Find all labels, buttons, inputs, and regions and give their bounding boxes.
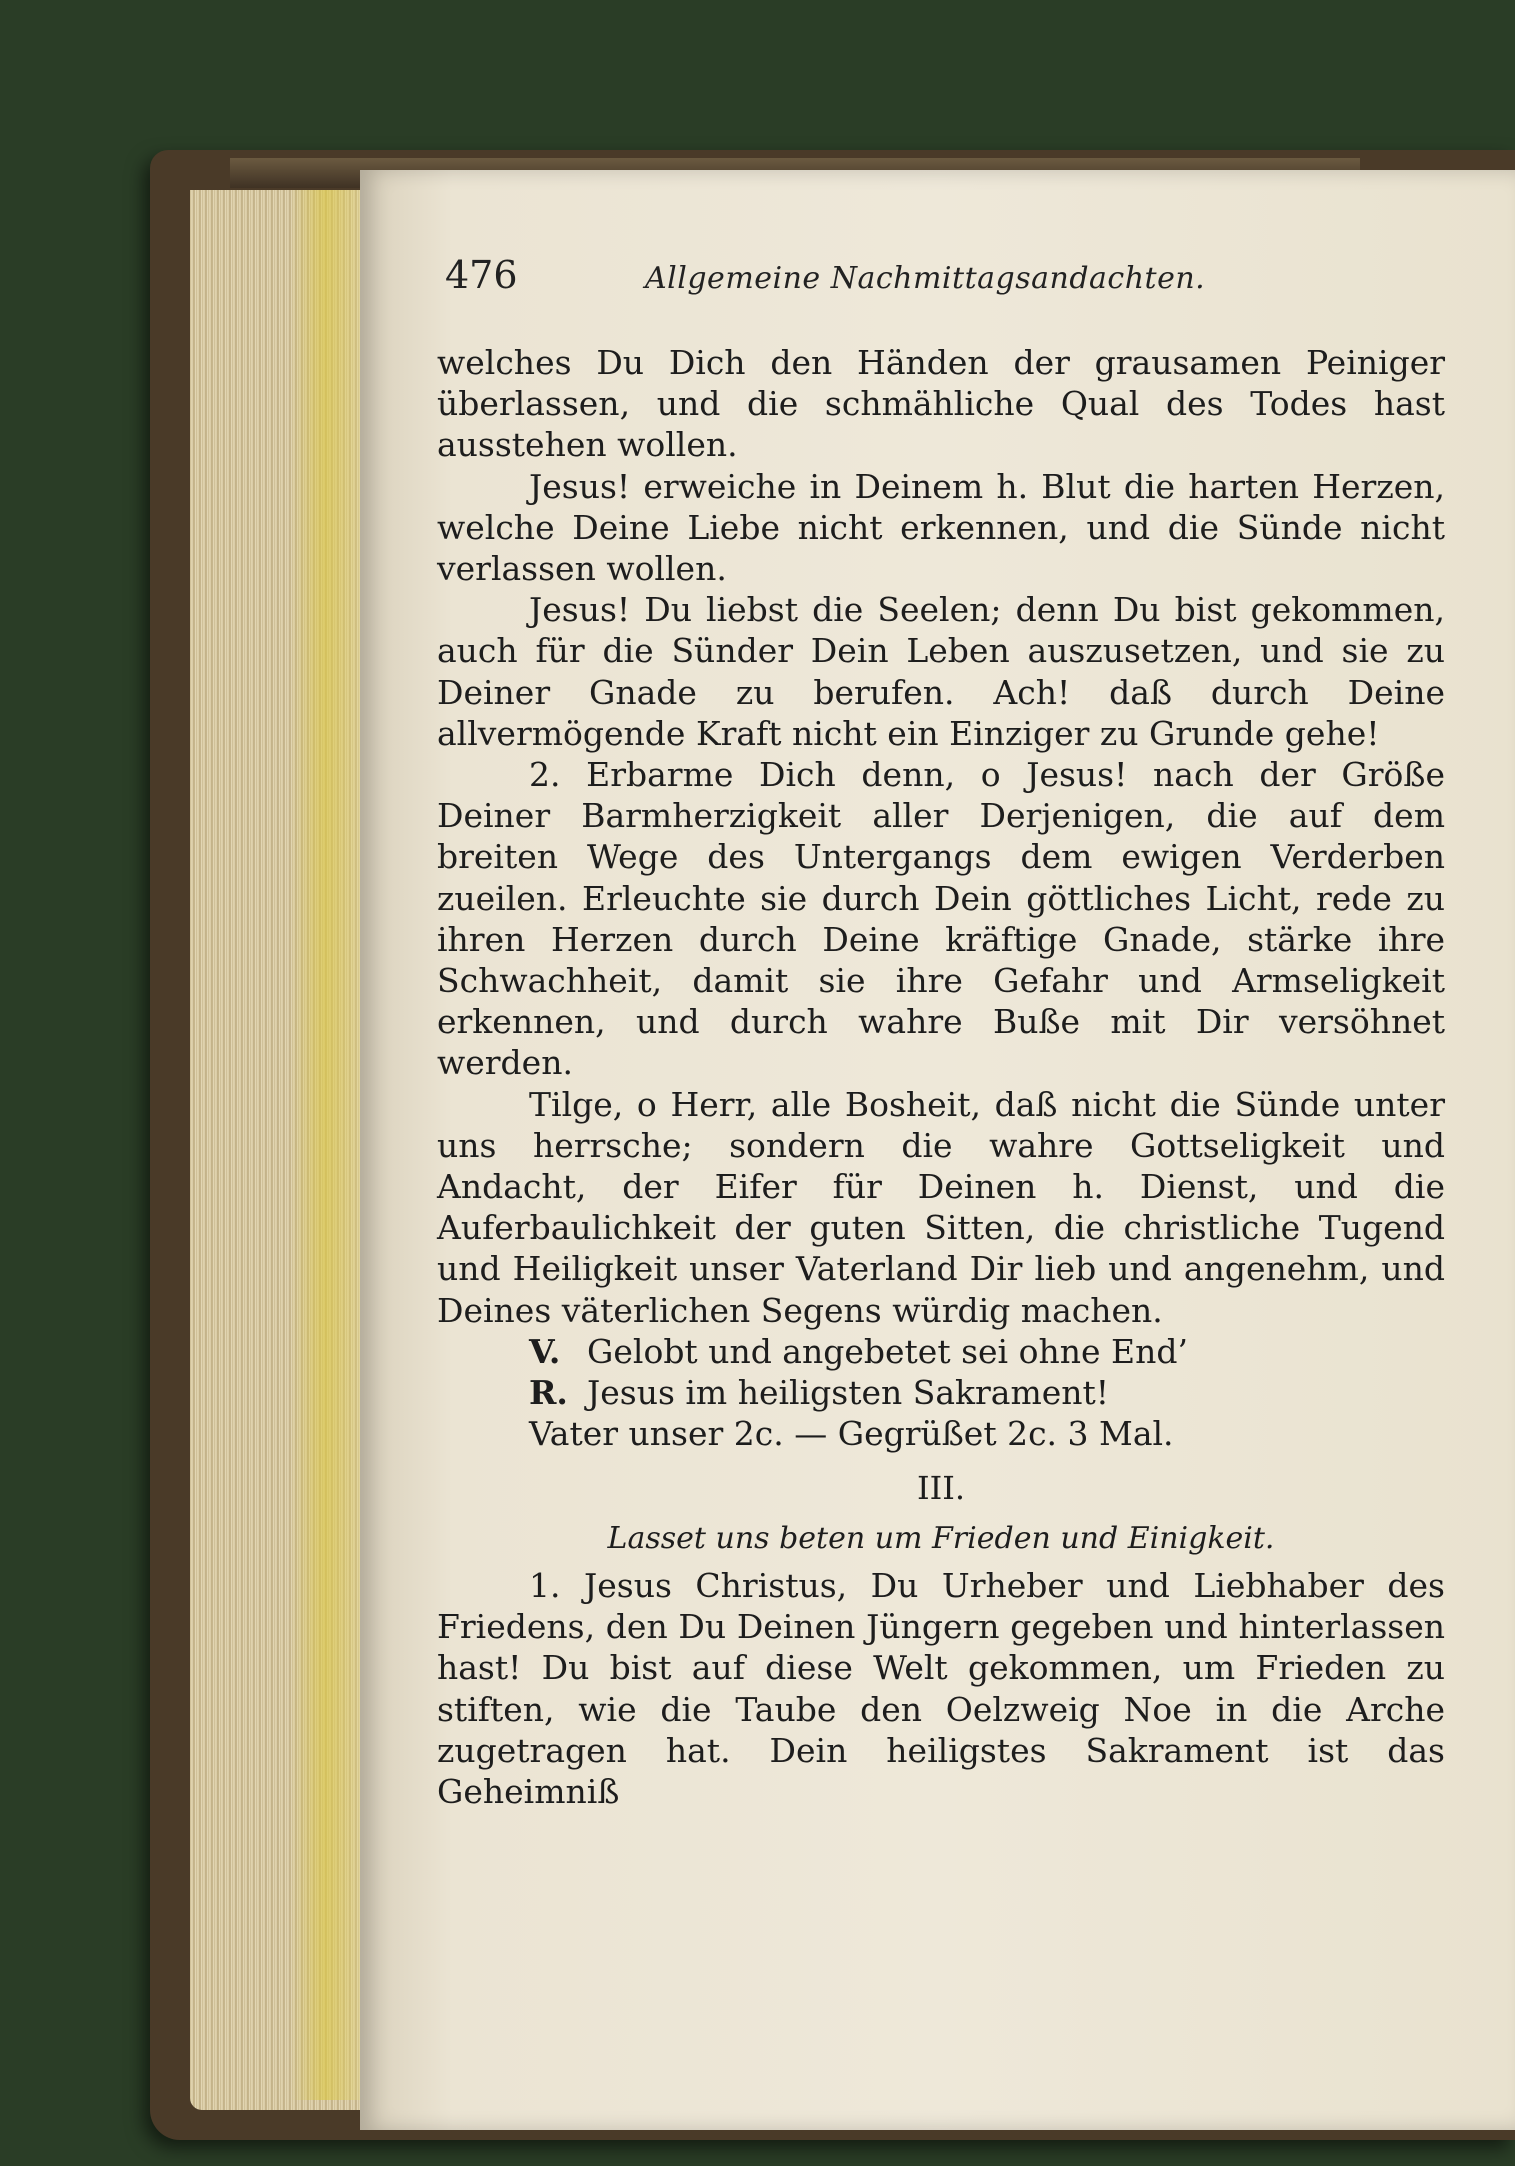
gilt-edge <box>290 190 360 2100</box>
response-symbol: R. <box>529 1373 568 1413</box>
section-title: Lasset uns beten um Frieden und Einigkeit. <box>607 1520 1275 1556</box>
paragraph: Tilge, o Herr, alle Bosheit, daß nicht die Sünde unter uns herrsche; sondern die wahre Gottseligkeit und Andacht, der Eifer für Deinen h. Dienst, und die Auferbaulichkeit der guten Sitten, die christliche Tugend und Heiligkeit unser Vaterland Dir lieb und angenehm, und Deines väterlichen Segens würdig machen. <box>437 1084 1445 1330</box>
prayer-line: Vater unser 2c. — Gegrüßet 2c. 3 Mal. <box>529 1414 1174 1454</box>
page-body <box>437 342 1445 1812</box>
versicle-symbol: V. <box>529 1331 561 1371</box>
versicle-text: Gelobt und angebetet sei ohne End’ <box>587 1331 1188 1371</box>
response-text: Jesus im heiligsten Sakrament! <box>587 1373 1110 1413</box>
paragraph: welches Du Dich den Händen der grausamen Peiniger überlassen, und die schmähliche Qual des Todes hast ausstehen wollen. <box>437 343 1445 465</box>
running-head: Allgemeine Nachmittagsandachten. <box>645 261 1206 296</box>
paragraph: 1. Jesus Christus, Du Urheber und Liebhaber des Friedens, den Du Deinen Jüngern gegeben und hinterlassen hast! Du bist auf diese Welt gekommen, um Frieden zu stiften, wie die Taube den Oelzweig Noe in die Arche zugetragen hat. Dein heiligstes Sakrament ist das Geheimniß <box>437 1565 1445 1811</box>
response-line <box>437 1372 1445 1413</box>
versicle-line <box>437 1331 1445 1372</box>
page-header <box>445 253 1445 303</box>
paragraph: Jesus! Du liebst die Seelen; denn Du bist gekommen, auch für die Sünder Dein Leben auszusetzen, und sie zu Deiner Gnade zu berufen. Ach! daß durch Deine allvermögende Kraft nicht ein Einziger zu Grunde gehe! <box>437 590 1445 753</box>
paragraph: Jesus! erweiche in Deinem h. Blut die harten Herzen, welche Deine Liebe nicht erkennen, und die Sünde nicht verlassen wollen. <box>437 466 1445 589</box>
page-number: 476 <box>445 253 518 297</box>
section-number: III. <box>916 1469 966 1508</box>
paragraph: 2. Erbarme Dich denn, o Jesus! nach der Größe Deiner Barmherzigkeit aller Derjenigen, die auf dem breiten Wege des Untergangs dem ewigen Verderben zueilen. Erleuchte sie durch Dein göttliches Licht, rede zu ihren Herzen durch Deine kräftige Gnade, stärke ihre Schwachheit, damit sie ihre Gefahr und Armseligkeit erkennen, und durch wahre Buße mit Dir versöhnet werden. <box>437 755 1445 1083</box>
